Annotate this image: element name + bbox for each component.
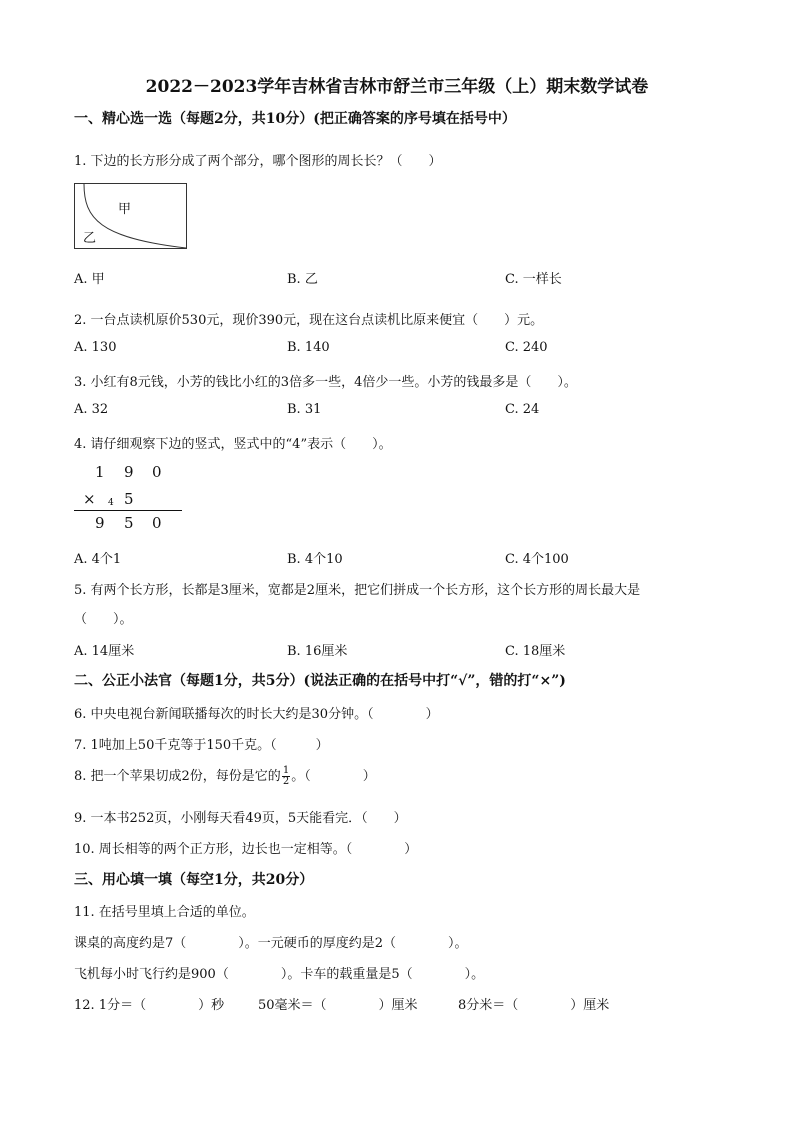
q4-option-c: C. 4个100: [505, 552, 569, 567]
question-10-text: 10. 周长相等的两个正方形，边长也一定相等。（ ）: [74, 842, 418, 857]
fraction-denominator: 2: [282, 776, 290, 787]
question-5-text-cont: （ ）。: [74, 612, 133, 627]
digit: 5: [124, 514, 134, 532]
digit: 0: [152, 514, 162, 532]
rectangle-figure: [74, 183, 188, 250]
question-2-text: 2. 一台点读机原价530元，现价390元，现在这台点读机比原来便宜（ ）元。: [74, 313, 544, 328]
q8-before: 8. 把一个苹果切成2份，每份是它的: [74, 769, 281, 784]
q2-option-a: A. 130: [74, 340, 117, 355]
figure-label-yi: 乙: [83, 231, 97, 246]
question-9-text: 9. 一本书252页，小刚每天看49页，5天能看完．（ ）: [74, 811, 407, 826]
page-title: 2022－2023学年吉林省吉林市舒兰市三年级（上）期末数学试卷: [145, 77, 649, 97]
question-8-text: [74, 765, 376, 787]
q2-option-c: C. 240: [505, 340, 548, 355]
question-3-text: 3. 小红有8元钱，小芳的钱比小红的3倍多一些，4倍少一些。小芳的钱最多是（ ）。: [74, 375, 577, 390]
question-5-text: 5. 有两个长方形，长都是3厘米，宽都是2厘米，把它们拼成一个长方形，这个长方形的周长最大是: [74, 583, 641, 598]
q3-option-c: C. 24: [505, 402, 540, 417]
divider-line: [74, 510, 182, 511]
curve-divider: [84, 184, 186, 248]
digit: 9: [95, 514, 105, 532]
q3-option-a: A. 32: [74, 402, 109, 417]
q1-option-c: C. 一样长: [505, 272, 562, 287]
question-12-part-3: 8分米＝（ ）厘米: [458, 998, 610, 1013]
question-12-part-2: 50毫米＝（ ）厘米: [258, 998, 418, 1013]
q2-option-b: B. 140: [287, 340, 330, 355]
question-11-line-1: 课桌的高度约是7（ ）。一元硬币的厚度约是2（ ）。: [74, 936, 468, 951]
q5-option-a: A. 14厘米: [74, 644, 135, 659]
question-7-text: 7. 1吨加上50千克等于150千克。（ ）: [74, 738, 329, 753]
digit: 5: [124, 490, 134, 508]
question-1-text: 1. 下边的长方形分成了两个部分，哪个图形的周长长？（ ）: [74, 154, 442, 169]
q3-option-b: B. 31: [287, 402, 322, 417]
digit: 9: [124, 463, 134, 481]
q8-after: 。（ ）: [291, 769, 376, 784]
figure-label-jia: 甲: [118, 202, 132, 217]
q1-option-a: A. 甲: [74, 272, 105, 287]
carry-digit: 4: [108, 498, 114, 508]
question-11-line-2: 飞机每小时飞行约是900（ ）。卡车的载重量是5（ ）。: [74, 967, 485, 982]
digit: 1: [95, 463, 105, 481]
section-2-heading: 二、公正小法官（每题1分，共5分）(说法正确的在括号中打“√”，错的打“×”): [74, 673, 566, 689]
times-sign: ×: [83, 490, 96, 508]
q4-option-a: A. 4个1: [74, 552, 122, 567]
fraction-numerator: 1: [282, 765, 290, 776]
question-12-part-1: 12. 1分＝（ ）秒: [74, 998, 225, 1013]
q5-option-b: B. 16厘米: [287, 644, 348, 659]
q5-option-c: C. 18厘米: [505, 644, 566, 659]
fraction: [282, 766, 290, 787]
question-4-text: 4. 请仔细观察下边的竖式，竖式中的“4”表示（ ）。: [74, 437, 392, 452]
q1-option-b: B. 乙: [287, 272, 318, 287]
section-3-heading: 三、用心填一填（每空1分，共20分）: [74, 872, 314, 888]
question-11-text: 11. 在括号里填上合适的单位。: [74, 905, 255, 920]
question-6-text: 6. 中央电视台新闻联播每次的时长大约是30分钟。（ ）: [74, 707, 439, 722]
digit: 0: [152, 463, 162, 481]
q4-option-b: B. 4个10: [287, 552, 343, 567]
section-1-heading: 一、精心选一选（每题2分，共10分）(把正确答案的序号填在括号中）: [74, 111, 516, 127]
